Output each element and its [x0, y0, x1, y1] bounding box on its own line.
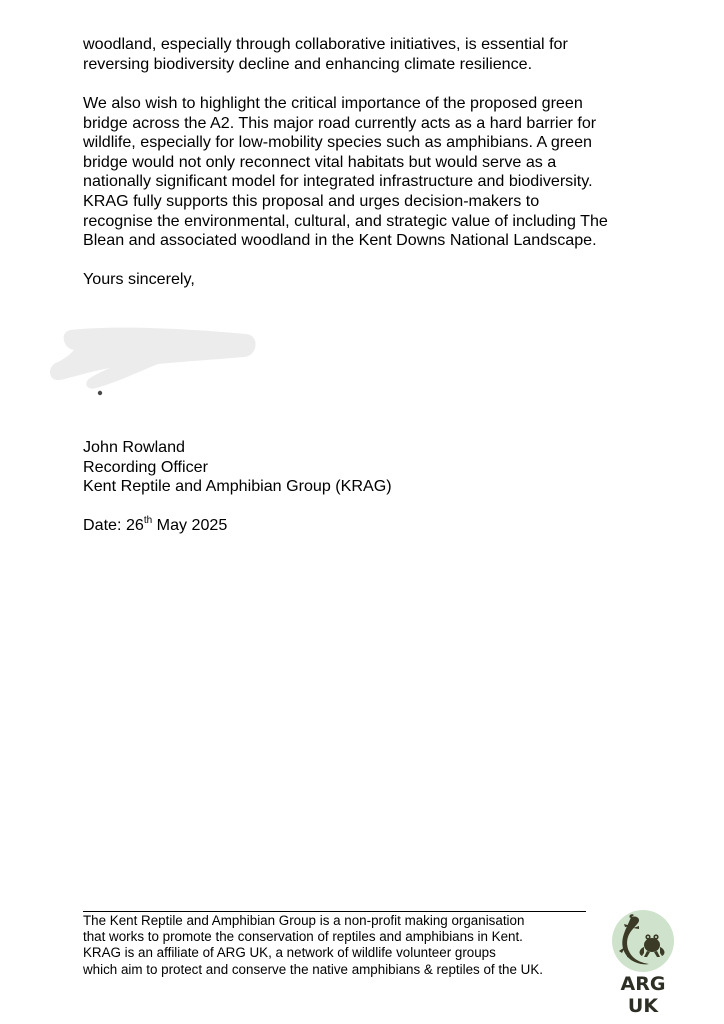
- footer-line: that works to promote the conservation of reptiles and amphibians in Kent.: [83, 929, 523, 945]
- text-line: bridge would not only reconnect vital habitats but would serve as a: [83, 152, 557, 171]
- footer-line: The Kent Reptile and Amphibian Group is a non-profit making organisation: [83, 913, 525, 928]
- signatory-organisation: Kent Reptile and Amphibian Group (KRAG): [83, 477, 392, 496]
- letter-date: [83, 516, 648, 536]
- footer-line: which aim to protect and conserve the native amphibians & reptiles of the UK.: [83, 961, 543, 977]
- footer-divider: [83, 911, 586, 912]
- lizard-frog-icon: [611, 909, 675, 973]
- text-line: woodland, especially through collaborative initiatives, is essential for: [83, 35, 568, 53]
- paragraph-woodland: [83, 35, 648, 74]
- text-line: wildlife, especially for low-mobility species such as amphibians. A green: [83, 133, 592, 152]
- paragraph-green-bridge: [83, 94, 648, 251]
- text-line: recognise the environmental, cultural, and strategic value of including The: [83, 211, 608, 230]
- text-line: KRAG fully supports this proposal and urges decision-makers to: [83, 191, 540, 210]
- footer-statement: [83, 913, 603, 978]
- date-month-year: May 2025: [152, 516, 228, 534]
- footer-line: KRAG is an affiliate of ARG UK, a network of wildlife volunteer groups: [83, 945, 496, 961]
- text-line: nationally significant model for integrated infrastructure and biodiversity.: [83, 172, 593, 191]
- logo-wordmark: ARG UK: [620, 973, 666, 1017]
- text-line: Blean and associated woodland in the Kent Downs National Landscape.: [83, 231, 597, 250]
- signatory-name: John Rowland: [83, 438, 185, 456]
- text-line: We also wish to highlight the critical importance of the proposed green: [83, 94, 583, 112]
- text-line: reversing biodiversity decline and enhancing climate resilience.: [83, 54, 533, 73]
- signature-block: [83, 438, 648, 497]
- closing-salutation: Yours sincerely,: [83, 270, 195, 288]
- date-ordinal-suffix: th: [143, 514, 153, 526]
- redacted-signature: [48, 322, 262, 402]
- arg-uk-logo: [604, 909, 682, 1017]
- date-prefix: Date: 26: [83, 516, 144, 534]
- text-line: bridge across the A2. This major road currently acts as a hard barrier for: [83, 113, 597, 132]
- signatory-role: Recording Officer: [83, 457, 208, 476]
